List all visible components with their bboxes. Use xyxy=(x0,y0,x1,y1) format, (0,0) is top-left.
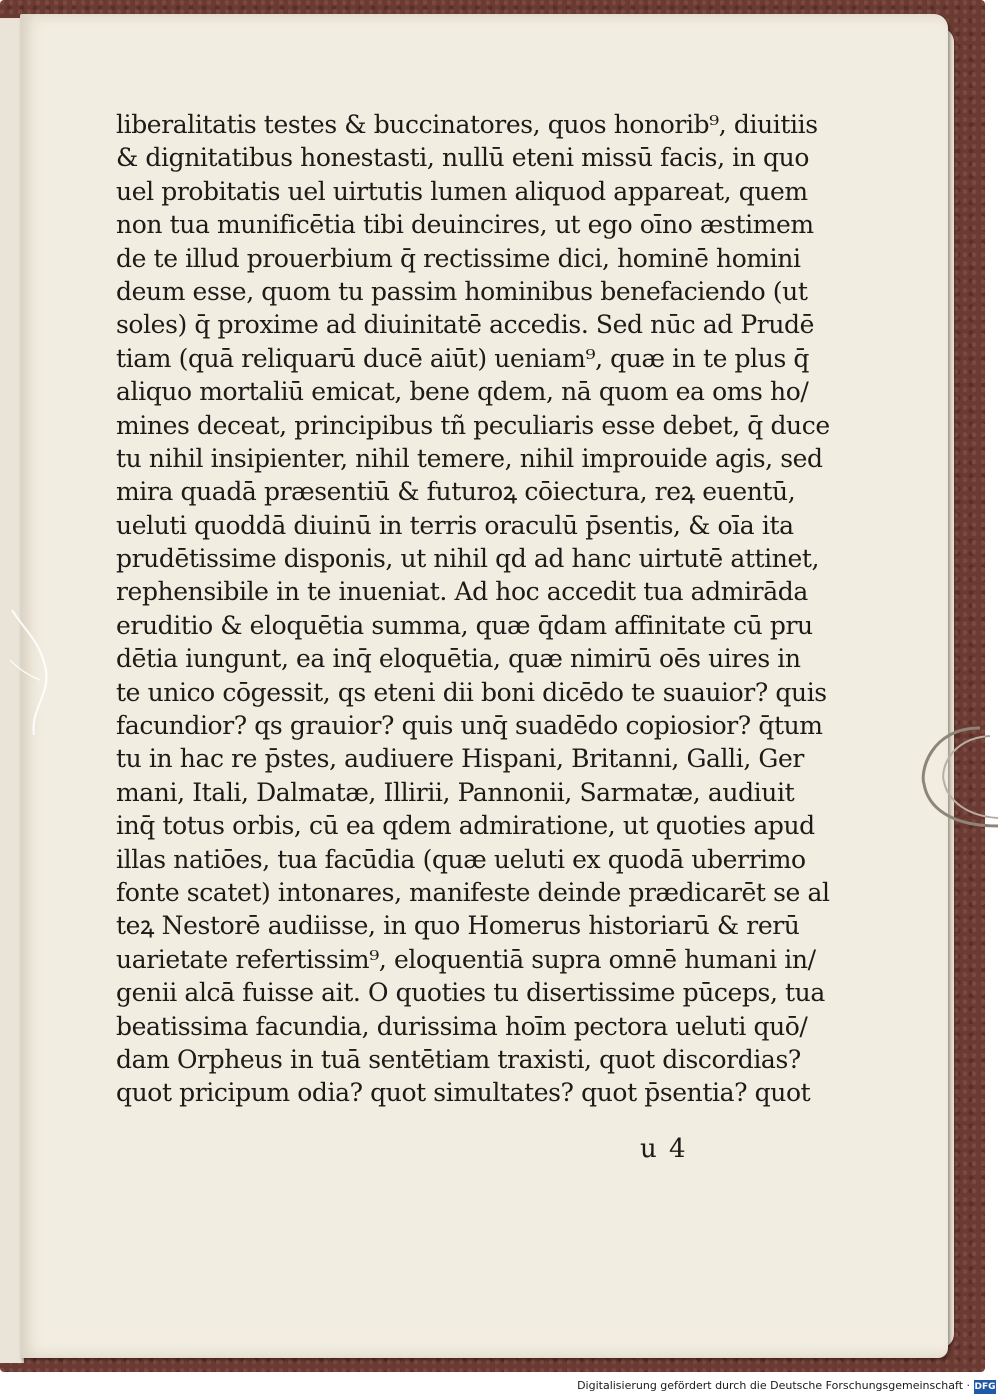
text-line: de te illud prouerbium q̄ rectissime dici, hominē homini xyxy=(116,243,801,273)
text-line: tiam (quā reliquarū ducē aiūt) ueniam⁹, quæ in te plus q̄ xyxy=(116,343,810,373)
text-line: mines deceat, principibus tñ peculiaris esse debet, q̄ duce xyxy=(116,410,830,440)
text-line: mani, Itali, Dalmatæ, Illirii, Pannonii, Sarmatæ, audiuit xyxy=(116,777,795,807)
text-line: liberalitatis testes & buccinatores, quos honorib⁹, diuitiis xyxy=(116,110,818,139)
text-line: inq̄ totus orbis, cū ea qdem admiratione, ut quoties apud xyxy=(116,811,815,841)
text-line: beatissima facundia, durissima hoīm pectora ueluti quō/ xyxy=(116,1011,808,1041)
text-line: dētia iungunt, ea inq̄ eloquētia, quæ nimirū oēs uires in xyxy=(116,644,801,674)
text-line: quot pricipum odia? quot simultates? quot p̄sentia? quot xyxy=(116,1078,811,1108)
text-line: fonte scatet) intonares, manifeste deinde prædicarēt se al xyxy=(116,877,830,907)
text-line: illas natiōes, tua facūdia (quæ ueluti ex quodā uberrimo xyxy=(116,844,806,874)
text-line: uel probitatis uel uirtutis lumen aliquod appareat, quem xyxy=(116,176,808,206)
text-line: non tua munificētia tibi deuincires, ut ego oīno æstimem xyxy=(116,210,814,240)
text-line: dam Orpheus in tuā sentētiam traxisti, quot discordias? xyxy=(116,1044,801,1074)
text-line: tu nihil insipienter, nihil temere, nihil improuide agis, sed xyxy=(116,443,823,473)
dfg-logo: DFG xyxy=(974,1382,996,1392)
page-text xyxy=(116,108,830,1110)
binding-thread xyxy=(10,600,50,740)
text-line: facundior? qs grauior? quis unq̄ suadēdo copiosior? q̄tum xyxy=(116,711,823,741)
signature-mark: u 4 xyxy=(640,1134,688,1164)
text-line: rephensibile in te inueniat. Ad hoc accedit tua admirāda xyxy=(116,577,808,607)
text-line: uarietate refertissim⁹, eloquentiā supra omnē humani in/ xyxy=(116,944,816,974)
text-line: eruditio & eloquētia summa, quæ q̄dam affinitate cū pru xyxy=(116,610,813,640)
text-line: genii alcā fuisse ait. O quoties tu disertissime pūceps, tua xyxy=(116,978,825,1008)
text-line: soles) q̄ proxime ad diuinitatē accedis. Sed nūc ad Prudē xyxy=(116,310,815,340)
text-line: deum esse, quom tu passim hominibus benefaciendo (ut xyxy=(116,276,808,306)
text-line: ueluti quoddā diuinū in terris oraculū p̄sentis, & oīa ita xyxy=(116,510,794,540)
text-line: teꝝ Nestorē audiisse, in quo Homerus historiarū & rerū xyxy=(116,911,800,941)
text-line: prudētissime disponis, ut nihil qd ad hanc uirtutē attinet, xyxy=(116,544,820,574)
text-line: te unico cōgessit, qs eteni dii boni dicēdo te suauior? quis xyxy=(116,677,827,707)
page-clip xyxy=(910,722,1000,832)
text-line: mira quadā præsentiū & futuroꝝ cōiectura, reꝝ euentū, xyxy=(116,477,796,507)
text-line: aliquo mortaliū emicat, bene qdem, nā quom ea oms ho/ xyxy=(116,377,809,407)
footer-bar xyxy=(0,1377,1000,1399)
funding-credit: Digitalisierung gefördert durch die Deutsche Forschungsgemeinschaft · xyxy=(577,1379,970,1392)
text-line: & dignitatibus honestasti, nullū eteni missū facis, in quo xyxy=(116,143,809,173)
text-line: tu in hac re p̄stes, audiuere Hispani, Britanni, Galli, Ger xyxy=(116,744,804,774)
